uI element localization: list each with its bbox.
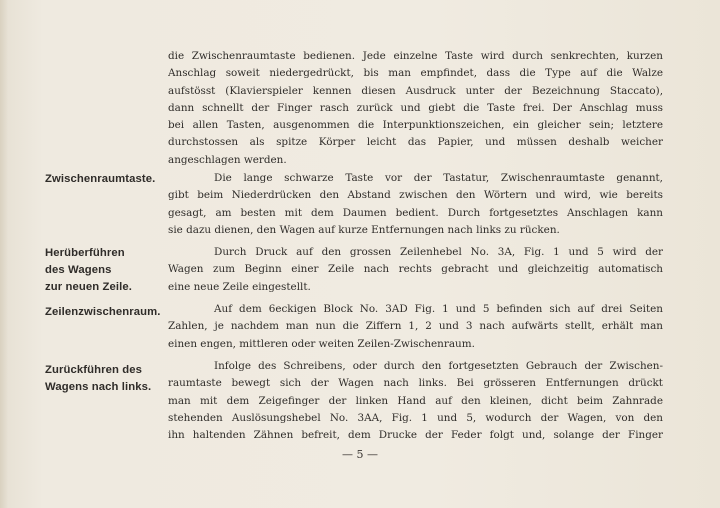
heading-line: Wagens nach links. <box>45 381 152 393</box>
heading-line: Zurückführen des <box>45 364 143 376</box>
paragraph-zurueckfuehren <box>168 358 663 444</box>
paragraph-line: einen engen, mittleren oder weiten Zeilen-Zwischenraum. <box>168 337 475 350</box>
paragraph-line: man mit dem Zeigefinger der linken Hand auf den kleinen, dicht beim Zahnrade <box>168 394 663 407</box>
heading-zwischenraumtaste <box>45 171 155 188</box>
intro-line: Anschlag soweit niedergedrückt, bis man empfindet, dass die Type auf die Walze <box>168 67 663 80</box>
paragraph-line: Die lange schwarze Taste vor der Tastatur, Zwischenraumtaste genannt, <box>214 172 663 184</box>
paragraph-line: stehenden Auslösungshebel No. 3AA, Fig. 1 und 5, wodurch der Wagen, von den <box>168 411 663 424</box>
page-number: — 5 — <box>342 448 378 461</box>
paragraph-line: Zahlen, je nachdem man nun die Ziffern 1, 2 und 3 nach aufwärts stellt, erhält man <box>168 320 663 333</box>
heading-line: Zwischenraumtaste. <box>45 173 156 185</box>
paragraph-line: Wagen zum Beginn einer Zeile nach rechts gebracht und gleichzeitig automatisch <box>168 263 663 276</box>
heading-line: Zeilenzwischenraum. <box>45 306 161 318</box>
paragraph-line: eine neue Zeile eingestellt. <box>168 280 311 293</box>
paragraph-line: gibt beim Niederdrücken den Abstand zwischen den Wörtern und wird, wie bereits <box>168 189 663 202</box>
paragraph-line: gesagt, am besten mit dem Daumen bedient. Durch fortgesetztes Anschlagen kann <box>168 206 663 219</box>
intro-line: aufstösst (Klavierspieler kennen diesen Ausdruck unter der Bezeichnung Staccato), <box>168 84 663 97</box>
intro-line: die Zwischenraumtaste bedienen. Jede einzelne Taste wird durch senkrechten, kurzen <box>168 50 663 62</box>
paragraph-line: sie dazu dienen, den Wagen auf kurze Entfernungen nach links zu rücken. <box>168 223 560 236</box>
intro-line: bei allen Tasten, ausgenommen die Interpunktionszeichen, ein gleicher sein; letztere <box>168 119 663 132</box>
heading-line: Herüberführen <box>45 247 125 259</box>
intro-line: angeschlagen werden. <box>168 153 287 166</box>
heading-zeilenzwischenraum <box>45 304 161 321</box>
paragraph-line: Infolge des Schreibens, oder durch den fortgesetzten Gebrauch der Zwischen- <box>214 360 663 372</box>
intro-line: durchstossen als spitze Körper leicht das Papier, und müssen deshalb weicher <box>168 136 663 149</box>
paragraph-line: ihn haltenden Zähnen befreit, dem Drucke der Feder folgt und, solange der Finger <box>168 429 663 442</box>
heading-line: zur neuen Zeile. <box>45 281 132 293</box>
heading-line: des Wagens <box>45 264 112 276</box>
paragraph-zeilenzwischenraum <box>168 301 663 353</box>
heading-herueberfuehren <box>45 245 132 296</box>
paragraph-herueberfuehren <box>168 244 663 296</box>
page-binding-shadow <box>0 0 8 508</box>
intro-paragraph <box>168 48 663 169</box>
intro-line: dann schnellt der Finger rasch zurück und giebt die Taste frei. Der Anschlag muss <box>168 101 663 114</box>
paragraph-line: Durch Druck auf den grossen Zeilenhebel No. 3A, Fig. 1 und 5 wird der <box>214 246 663 258</box>
paragraph-line: raumtaste bewegt sich der Wagen nach links. Bei grösseren Entfernungen drückt <box>168 377 663 390</box>
paragraph-line: Auf dem 6eckigen Block No. 3AD Fig. 1 und 5 befinden sich auf drei Seiten <box>214 303 663 315</box>
heading-zurueckfuehren <box>45 362 151 396</box>
paragraph-zwischenraumtaste <box>168 170 663 239</box>
